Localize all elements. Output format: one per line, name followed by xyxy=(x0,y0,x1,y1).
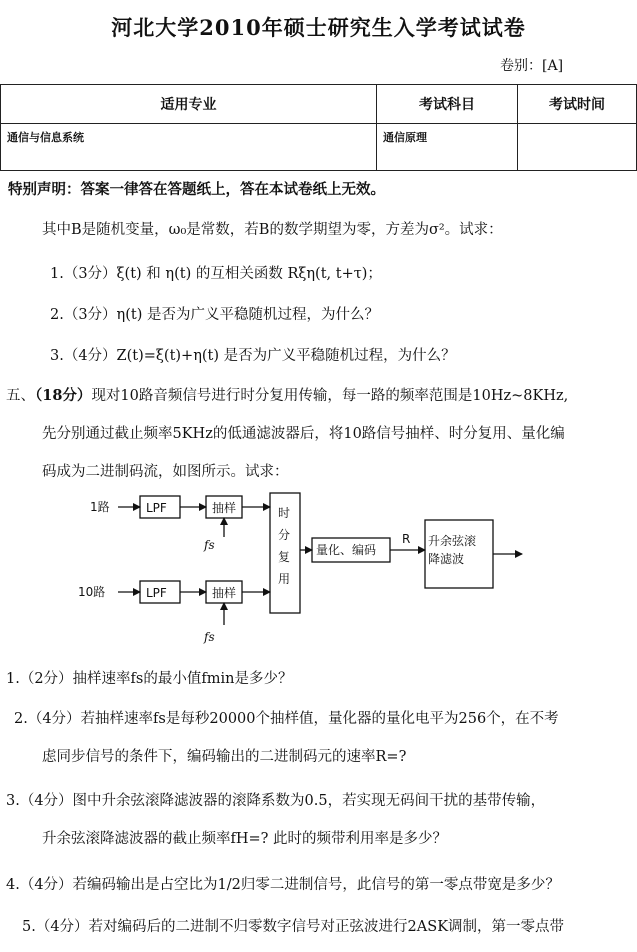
q5-3-line1: 3.（4分）图中升余弦滚降滤波器的滚降系数为0.5，若实现无码间干扰的基带传输， xyxy=(6,793,546,809)
fs-label-1: fs xyxy=(204,538,215,552)
filter-label-1: 升余弦滚 xyxy=(428,534,477,548)
fs-label-10: fs xyxy=(204,630,215,644)
r-label: R xyxy=(402,532,411,546)
section5-line-3: 码成为二进制码流，如图所示。试求： xyxy=(42,464,289,480)
header-time: 考试时间 xyxy=(518,85,637,124)
exam-title: 河北大学2010年硕士研究生入学考试试卷 xyxy=(111,15,526,40)
section4-q2: 2.（3分）η(t) 是否为广义平稳随机过程，为什么？ xyxy=(50,307,379,323)
value-major: 通信与信息系统 xyxy=(1,124,377,171)
section5-points: （18分） xyxy=(35,387,92,404)
lpf-label-1: LPF xyxy=(146,501,167,515)
filter-label-2: 降滤波 xyxy=(428,552,465,566)
section5-line-1: 现对10路音频信号进行时分复用传输，每一路的频率范围是10Hz~8KHz, xyxy=(91,388,569,404)
info-table xyxy=(0,84,637,171)
section4-q3: 3.（4分）Z(t)=ξ(t)+η(t) 是否为广义平稳随机过程，为什么？ xyxy=(50,348,456,364)
q5-4: 4.（4分）若编码输出是占空比为1/2归零二进制信号，此信号的第一零点带宽是多少？ xyxy=(6,877,560,893)
tdm-char-1: 时 xyxy=(278,506,291,520)
q5-2-line1: 2.（4分）若抽样速率fs是每秒20000个抽样值，量化器的量化电平为256个，在不考 xyxy=(14,711,559,727)
q5-2-line2: 虑同步信号的条件下，编码输出的二进制码元的速率R=? xyxy=(42,749,407,765)
section5-label: 五、 xyxy=(6,388,35,404)
q5-1: 1.（2分）抽样速率fs的最小值fmin是多少？ xyxy=(6,671,293,687)
quantizer-label: 量化、编码 xyxy=(316,543,377,557)
ch10-label: 10路 xyxy=(78,585,106,599)
section4-intro: 其中B是随机变量，ω₀是常数，若B的数学期望为零，方差为σ²。试求： xyxy=(42,222,503,238)
tdm-block-diagram xyxy=(60,485,540,650)
value-subject: 通信原理 xyxy=(377,124,518,171)
sampler-label-1: 抽样 xyxy=(212,501,237,515)
ch1-label: 1路 xyxy=(90,500,110,514)
tdm-char-3: 复 xyxy=(278,550,291,564)
q5-3-line2: 升余弦滚降滤波器的截止频率fH=? 此时的频带利用率是多少？ xyxy=(42,831,448,847)
value-time xyxy=(518,124,637,171)
section4-q1: 1.（3分）ξ(t) 和 η(t) 的互相关函数 Rξη(t, t+τ)； xyxy=(50,266,382,282)
tdm-char-4: 用 xyxy=(278,572,291,586)
paper-code: 卷别：[A] xyxy=(500,58,564,74)
sampler-label-10: 抽样 xyxy=(212,586,237,600)
section5-line-2: 先分别通过截止频率5KHz的低通滤波器后，将10路信号抽样、时分复用、量化编 xyxy=(42,426,565,442)
q5-5: 5.（4分）若对编码后的二进制不归零数字信号对正弦波进行2ASK调制，第一零点带 xyxy=(22,919,565,935)
header-major: 适用专业 xyxy=(1,85,377,124)
lpf-label-10: LPF xyxy=(146,586,167,600)
special-notice: 特别声明：答案一律答在答题纸上，答在本试卷纸上无效。 xyxy=(8,181,385,198)
tdm-char-2: 分 xyxy=(278,528,291,542)
section5-first-line xyxy=(6,384,568,405)
header-subject: 考试科目 xyxy=(377,85,518,124)
